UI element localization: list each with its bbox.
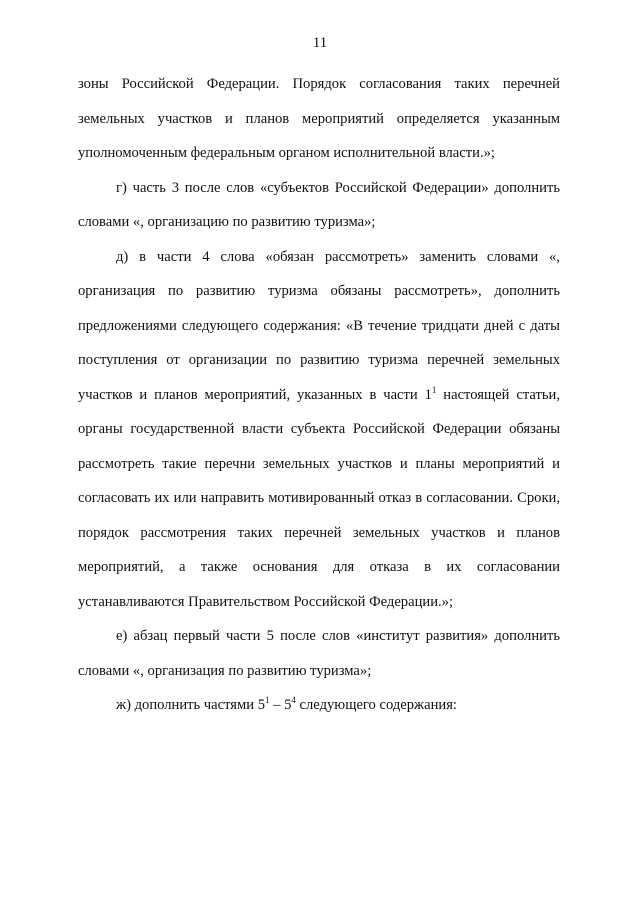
paragraph-item-zh-text-3: следующего содержания: (295, 697, 457, 713)
paragraph-item-zh (78, 688, 560, 723)
paragraph-item-zh-text-2: – 5 (269, 697, 292, 713)
page-number: 11 (312, 35, 328, 51)
paragraph-item-d (78, 240, 560, 620)
paragraph-item-d-text-2: настоящей статьи, органы государственной власти субъекта Российской Федерации обязаны рассмотреть такие перечни земельных участков и планы мероприятий и согласовать их или направить мотивированный отказ в согласовании. Сроки, порядок рассмотрения таких перечней земельных участков и планов мероприятий, а также основания для отказа в их согласовании устанавливаются Правительством Российской Федерации.»; (78, 386, 560, 610)
superscript-index: 1 (265, 695, 270, 705)
paragraph-item-e: е) абзац первый части 5 после слов «институт развития» дополнить словами «, организация по развитию туризма»; (78, 628, 560, 679)
paragraph-item-g: г) часть 3 после слов «субъектов Российской Федерации» дополнить словами «, организацию по развитию туризма»; (78, 179, 560, 230)
document-body (78, 67, 560, 723)
paragraph-item-zh-text-1: ж) дополнить частями 5 (116, 697, 265, 713)
paragraph-continuation: зоны Российской Федерации. Порядок согласования таких перечней земельных участков и планов мероприятий определяется указанным уполномоченным федеральным органом исполнительной власти.»; (78, 76, 560, 161)
superscript-index: 4 (291, 695, 296, 705)
paragraph-item-d-text-1: д) в части 4 слова «обязан рассмотреть» заменить словами «, организация по развитию туризма обязаны рассмотреть», дополнить предложениями следующего содержания: «В течение тридцати дней с даты поступления от организации по развитию туризма перечней земельных участков и планов мероприятий, указанных в части 1 (78, 248, 560, 403)
superscript-index: 1 (431, 384, 437, 395)
